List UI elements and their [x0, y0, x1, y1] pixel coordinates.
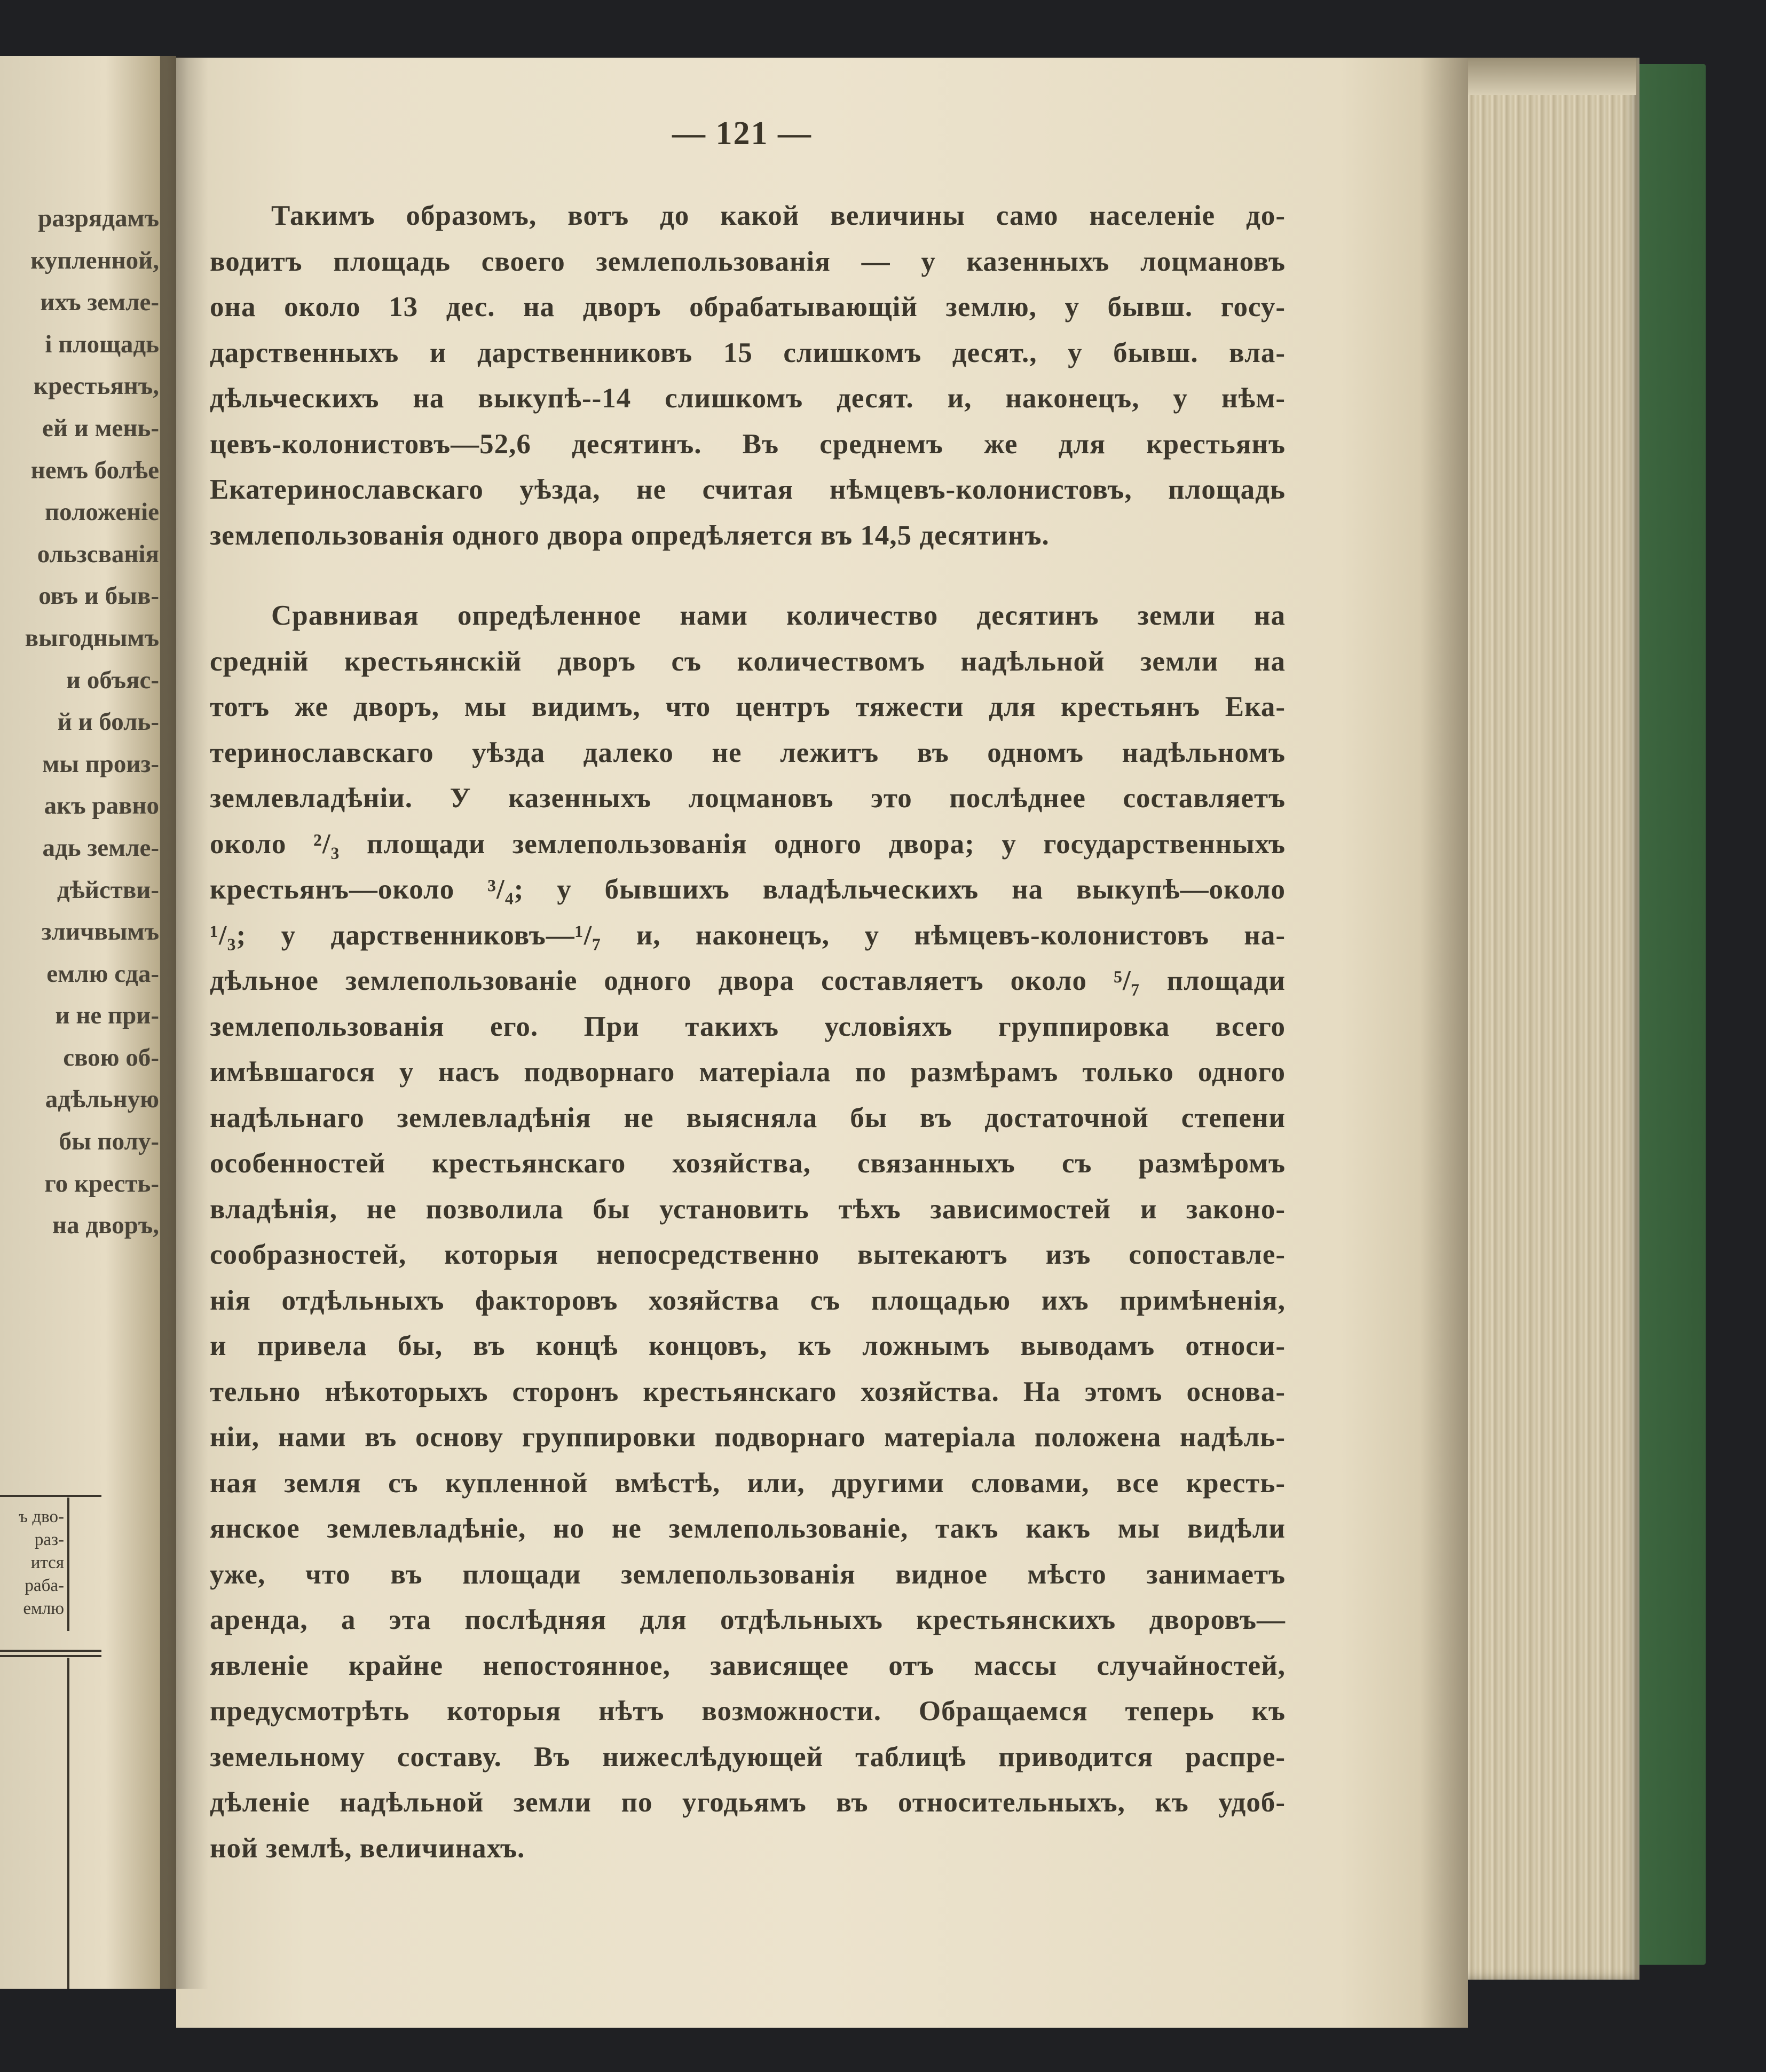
left-page-line: выгоднымъ — [25, 624, 159, 652]
text-line: землепользованія одного двора опредѣляется въ 14,5 десятинъ. — [210, 519, 1050, 551]
text-line: дѣльное землепользованіе одного двора составляетъ около ⁵/₇ площади — [210, 965, 1286, 996]
paragraph-1 — [210, 193, 1286, 558]
page-edges-stack — [1460, 58, 1639, 1980]
left-page-line: й и боль- — [57, 708, 159, 736]
left-page-line: емлю сда- — [46, 959, 159, 988]
left-page-line: зличвымъ — [41, 918, 159, 946]
left-page-line: бы полу- — [59, 1128, 159, 1156]
left-table-fragment-line: ится — [30, 1553, 64, 1572]
left-page-line: адь земле- — [42, 833, 159, 862]
left-page-line: ихъ земле- — [40, 288, 159, 317]
text-line: янское землевладѣніе, но не землепользованіе, такъ какъ мы видѣли — [210, 1513, 1286, 1544]
text-line: около ²/₃ площади землепользованія одного двора; у государственныхъ — [210, 828, 1286, 860]
text-line: тельно нѣкоторыхъ сторонъ крестьянскаго хозяйства. На этомъ основа- — [210, 1376, 1286, 1407]
text-line: и привела бы, въ концѣ концовъ, къ ложнымъ выводамъ относи- — [210, 1330, 1286, 1361]
left-page-line: овъ и быв- — [38, 582, 159, 610]
left-page-line: дѣйстви- — [57, 876, 159, 904]
left-page-line: положеніе — [45, 498, 159, 526]
left-page-line: ей и мень- — [42, 414, 159, 442]
text-line: землепользованія его. При такихъ условіяхъ группировка всего — [210, 1011, 1286, 1042]
text-line: средній крестьянскій дворъ съ количествомъ надѣльной земли на — [210, 645, 1286, 677]
text-line: дарственныхъ и дарственниковъ 15 слишкомъ десят., у бывш. вла- — [210, 337, 1286, 368]
left-page-line: и объяс- — [66, 666, 159, 694]
text-line: дѣленіе надѣльной земли по угодьямъ въ относительныхъ, къ удоб- — [210, 1787, 1286, 1818]
left-table-fragment-line: ъ дво- — [19, 1507, 64, 1526]
text-line: она около 13 дес. на дворъ обрабатывающій землю, у бывш. госу- — [210, 292, 1286, 322]
left-page-line: немъ болѣе — [30, 456, 159, 484]
left-table-divider — [67, 1498, 69, 1631]
text-line: ¹/₃; у дарственниковъ—¹/₇ и, наконецъ, у нѣмцевъ-колонистовъ на- — [210, 919, 1286, 951]
left-page-line: и не при- — [55, 1002, 159, 1030]
left-table-header-fragment — [0, 1506, 64, 1620]
left-page-line: акъ равно — [44, 792, 159, 820]
paragraph-2 — [210, 593, 1286, 1871]
text-line: ніи, нами въ основу группировки подворнаго матеріала положена надѣль- — [210, 1422, 1286, 1453]
page-number: — 121 — — [672, 115, 812, 152]
text-line: цевъ-колонистовъ—52,6 десятинъ. Въ среднемъ же для крестьянъ — [210, 428, 1286, 460]
left-page-text — [0, 198, 159, 1247]
text-line: нія отдѣльныхъ факторовъ хозяйства съ площадью ихъ примѣненія, — [210, 1285, 1286, 1316]
left-page-line: адѣльную — [45, 1085, 159, 1114]
text-line: владѣнія, не позволила бы установить тѣхъ зависимостей и законо- — [210, 1193, 1286, 1225]
left-table-fragment-line: емлю — [23, 1599, 64, 1618]
text-line: имѣвшагося у насъ подворнаго матеріала по размѣрамъ только одного — [210, 1057, 1286, 1088]
left-page-line: разрядамъ — [38, 204, 159, 232]
page-edges-top — [1460, 58, 1636, 95]
text-line: ная земля съ купленной вмѣстѣ, или, другими словами, все кресть- — [210, 1467, 1286, 1499]
left-table-fragment-line: раз- — [34, 1530, 64, 1549]
text-line: землевладѣніи. У казенныхъ лоцмановъ это послѣднее составляетъ — [210, 783, 1286, 814]
left-page-line: ользсванія — [37, 540, 159, 568]
page-shadow — [1420, 58, 1468, 2028]
text-line: надѣльнаго землевладѣнія не выясняла бы въ достаточной степени — [210, 1102, 1286, 1133]
text-line: крестьянъ—около ³/₄; у бывшихъ владѣльческихъ на выкупѣ—около — [210, 874, 1286, 905]
text-line: земельному составу. Въ нижеслѣдующей таблицѣ приводится распре- — [210, 1741, 1286, 1772]
text-line: теринославскаго уѣзда далеко не лежитъ въ одномъ надѣльномъ — [210, 737, 1286, 768]
left-page-line: на дворъ, — [52, 1211, 159, 1240]
gutter-shadow — [160, 56, 208, 1989]
text-line: ной землѣ, величинахъ. — [210, 1832, 525, 1864]
body-text — [210, 193, 1286, 1871]
left-table-divider-lower — [67, 1658, 69, 1989]
text-line: предусмотрѣть которыя нѣтъ возможности. Обращаемся теперь къ — [210, 1696, 1286, 1727]
text-line: Такимъ образомъ, вотъ до какой величины само населеніе до- — [271, 200, 1286, 231]
text-line: особенностей крестьянскаго хозяйства, связанныхъ съ размѣромъ — [210, 1148, 1286, 1179]
left-page-line: мы произ- — [42, 750, 159, 778]
left-table-fragment-line: раба- — [25, 1576, 64, 1595]
text-line: Екатеринославскаго уѣзда, не считая нѣмцевъ-колонистовъ, площадь — [210, 474, 1286, 505]
left-page-line: го кресть- — [44, 1169, 159, 1197]
text-line: тотъ же дворъ, мы видимъ, что центръ тяжести для крестьянъ Ека- — [210, 691, 1286, 722]
left-table-rule-mid — [0, 1650, 101, 1652]
left-page — [0, 56, 176, 1989]
text-line: явленіе крайне непостоянное, зависящее отъ массы случайностей, — [210, 1650, 1286, 1681]
left-page-line: свою об- — [63, 1043, 159, 1072]
left-page-line: і площадь — [45, 330, 159, 358]
left-page-line: купленной, — [30, 246, 159, 274]
left-table-rule-mid2 — [0, 1655, 101, 1657]
text-line: аренда, а эта послѣдняя для отдѣльныхъ крестьянскихъ дворовъ— — [210, 1604, 1286, 1635]
text-line: уже, что въ площади землепользованія видное мѣсто занимаетъ — [210, 1558, 1286, 1590]
left-table-rule-top — [0, 1495, 101, 1497]
text-line: Сравнивая опредѣленное нами количество десятинъ земли на — [271, 600, 1286, 631]
text-line: дѣльческихъ на выкупѣ--14 слишкомъ десят. и, наконецъ, у нѣм- — [210, 383, 1286, 414]
text-line: сообразностей, которыя непосредственно вытекаютъ изъ сопоставле- — [210, 1239, 1286, 1270]
left-page-line: крестьянъ, — [33, 372, 159, 400]
text-line: водитъ площадь своего землепользованія — у казенныхъ лоцмановъ — [210, 246, 1286, 277]
